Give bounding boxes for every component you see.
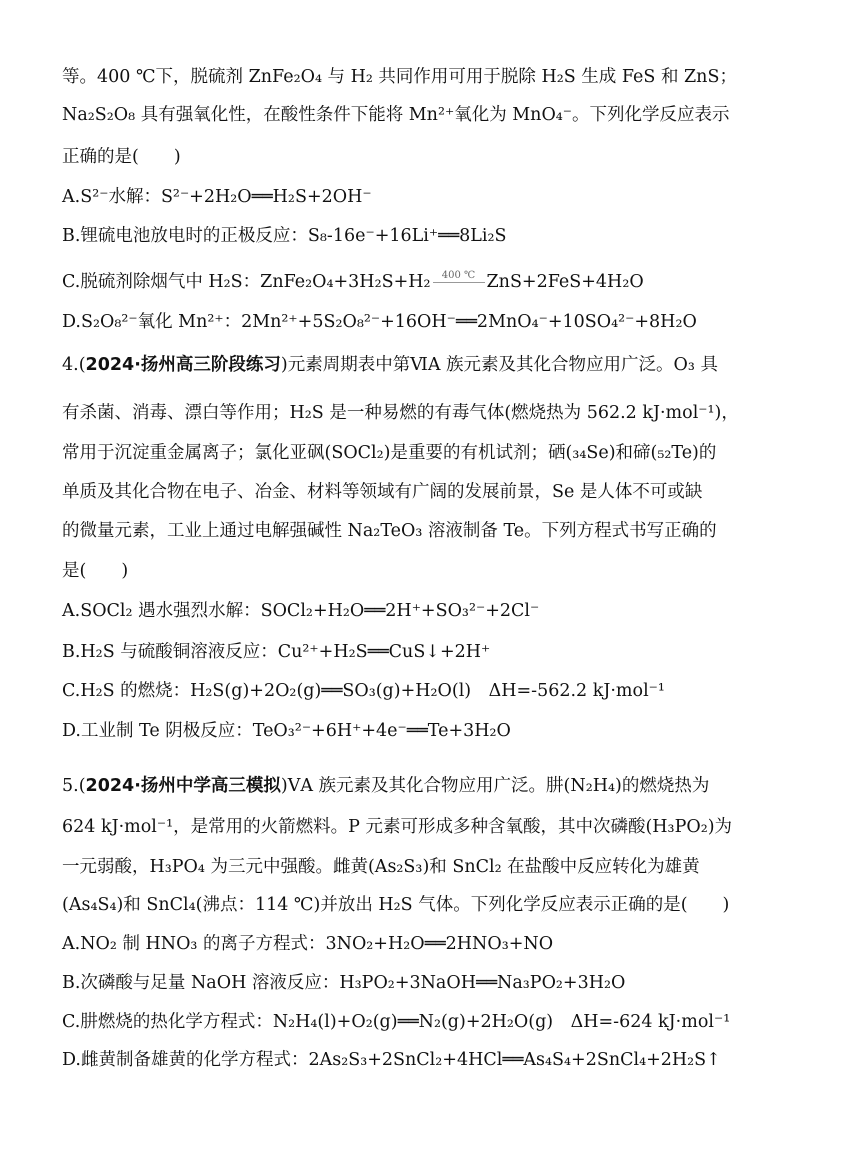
q4-stem-line-4: 单质及其化合物在电子、冶金、材料等领域有广阔的发展前景，Se 是人体不可或缺 bbox=[62, 482, 703, 502]
q5-option-a: A.NO₂ 制 HNO₃ 的离子方程式：3NO₂+H₂O══2HNO₃+NO bbox=[62, 934, 554, 954]
q3-stem-line-1: 等。400 ℃下，脱硫剂 ZnFe₂O₄ 与 H₂ 共同作用可用于脱除 H₂S 生成 FeS 和 ZnS； bbox=[62, 67, 737, 87]
q4-number: 4.( bbox=[62, 355, 86, 375]
q3-option-b: B.锂硫电池放电时的正极反应：S₈-16e⁻+16Li⁺══8Li₂S bbox=[62, 226, 507, 246]
q4-title-line bbox=[62, 354, 820, 376]
q5-stem-line-3: 一元弱酸，H₃PO₄ 为三元中强酸。雌黄(As₂S₃)和 SnCl₂ 在盐酸中反应转化为雄黄 bbox=[62, 857, 700, 877]
q4-source: 2024·扬州高三阶段练习 bbox=[85, 355, 281, 375]
q5-title-rest: )ⅤA 族元素及其化合物应用广泛。肼(N₂H₄)的燃烧热为 bbox=[280, 776, 710, 796]
q5-source: 2024·扬州中学高三模拟 bbox=[85, 776, 281, 796]
q5-number: 5.( bbox=[62, 776, 86, 796]
q3-option-a: A.S²⁻水解：S²⁻+2H₂O══H₂S+2OH⁻ bbox=[62, 187, 372, 207]
reaction-condition-label: 400 ℃ bbox=[441, 269, 476, 281]
q5-option-d: D.雌黄制备雄黄的化学方程式：2As₂S₃+2SnCl₂+4HCl══As₄S₄+2SnCl₄+2H₂S↑ bbox=[62, 1050, 721, 1070]
q3-stem-line-2: Na₂S₂O₈ 具有强氧化性，在酸性条件下能将 Mn²⁺氧化为 MnO₄⁻。下列化学反应表示 bbox=[62, 105, 730, 125]
q3-option-c-reactants: C.脱硫剂除烟气中 H₂S：ZnFe₂O₄+3H₂S+H₂ bbox=[62, 272, 431, 292]
q4-option-a: A.SOCl₂ 遇水强烈水解：SOCl₂+H₂O══2H⁺+SO₃²⁻+2Cl⁻ bbox=[62, 601, 540, 621]
q3-option-c bbox=[62, 271, 820, 293]
q4-stem-line-2: 有杀菌、消毒、漂白等作用；H₂S 是一种易燃的有毒气体(燃烧热为 562.2 kJ·mol⁻¹)， bbox=[62, 403, 739, 423]
q5-option-b: B.次磷酸与足量 NaOH 溶液反应：H₃PO₂+3NaOH══Na₃PO₂+3H₂O bbox=[62, 973, 626, 993]
q5-title-line bbox=[62, 775, 820, 797]
q4-stem-line-3: 常用于沉淀重金属离子；氯化亚砜(SOCl₂)是重要的有机试剂；硒(₃₄Se)和碲(₅₂Te)的 bbox=[62, 443, 717, 463]
q4-stem-line-6: 是( ) bbox=[62, 561, 129, 581]
reaction-condition-arrow bbox=[433, 269, 485, 288]
q3-option-c-products: ZnS+2FeS+4H₂O bbox=[486, 272, 644, 292]
q4-option-d: D.工业制 Te 阴极反应：TeO₃²⁻+6H⁺+4e⁻══Te+3H₂O bbox=[62, 721, 511, 741]
q5-stem-line-2: 624 kJ·mol⁻¹，是常用的火箭燃料。P 元素可形成多种含氧酸，其中次磷酸(H₃PO₂)为 bbox=[62, 817, 733, 837]
q4-option-b: B.H₂S 与硫酸铜溶液反应：Cu²⁺+H₂S══CuS↓+2H⁺ bbox=[62, 642, 491, 662]
q4-title-rest: )元素周期表中第ⅥA 族元素及其化合物应用广泛。O₃ 具 bbox=[280, 355, 718, 375]
q4-option-c: C.H₂S 的燃烧：H₂S(g)+2O₂(g)══SO₃(g)+H₂O(l) ΔH=-562.2 kJ·mol⁻¹ bbox=[62, 681, 665, 701]
q5-option-c: C.肼燃烧的热化学方程式：N₂H₄(l)+O₂(g)══N₂(g)+2H₂O(g) ΔH=-624 kJ·mol⁻¹ bbox=[62, 1012, 731, 1032]
q4-stem-line-5: 的微量元素，工业上通过电解强碱性 Na₂TeO₃ 溶液制备 Te。下列方程式书写正确的 bbox=[62, 521, 717, 541]
q3-stem-line-3: 正确的是( ) bbox=[62, 147, 181, 167]
q3-option-d: D.S₂O₈²⁻氧化 Mn²⁺：2Mn²⁺+5S₂O₈²⁻+16OH⁻══2MnO₄⁻+10SO₄²⁻+8H₂O bbox=[62, 312, 697, 332]
q5-stem-line-4: (As₄S₄)和 SnCl₄(沸点：114 ℃)并放出 H₂S 气体。下列化学反应表示正确的是( ) bbox=[62, 895, 730, 915]
